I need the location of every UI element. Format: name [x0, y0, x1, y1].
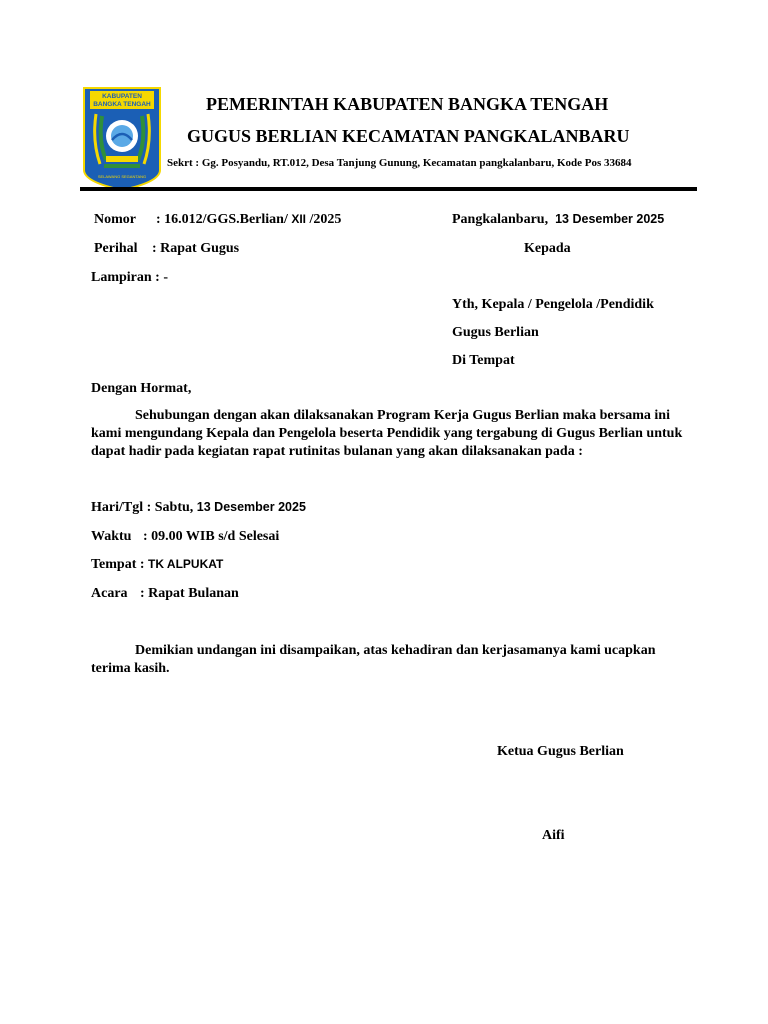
perihal-label: Perihal: [94, 241, 138, 256]
nomor-value: [156, 212, 341, 228]
signature-title: Ketua Gugus Berlian: [497, 744, 624, 759]
letterhead-address: Sekrt : Gg. Posyandu, RT.012, Desa Tanjung Gunung, Kecamatan pangkalanbaru, Kode Pos 33684: [167, 157, 632, 169]
event-time-value: : 09.00 WIB s/d Selesai: [143, 529, 280, 544]
nomor-value-month: XII: [291, 212, 307, 226]
emblem-text-regency: BANGKA TENGAH: [93, 101, 151, 108]
nomor-value-prefix: : 16.012/GGS.Berlian/: [156, 212, 292, 227]
signature-name: Aifi: [542, 828, 565, 843]
recipient-line-1: Yth, Kepala / Pengelola /Pendidik: [452, 297, 654, 312]
event-place-value: TK ALPUKAT: [148, 557, 224, 571]
letterhead-subtitle: GUGUS BERLIAN KECAMATAN PANGKALANBARU: [187, 126, 630, 146]
perihal-value: : Rapat Gugus: [152, 241, 240, 256]
letterhead-divider: [80, 187, 697, 191]
event-agenda-label: Acara: [91, 586, 128, 601]
emblem-text-kabupaten: KABUPATEN: [102, 93, 142, 100]
emblem-text-motto: SELAWANG SEGANTANG: [97, 174, 147, 179]
letter-date: 13 Desember 2025: [555, 212, 665, 226]
nomor-value-year: /2025: [306, 212, 342, 227]
regency-emblem: [82, 86, 162, 192]
event-date-label: Hari/Tgl : Sabtu,: [91, 500, 194, 515]
event-place: [91, 557, 223, 573]
recipient-line-3: Di Tempat: [452, 353, 515, 368]
body-paragraph-line-2: kami mengundang Kepala dan Pengelola beserta Pendidik yang tergabung di Gugus Berlian untuk: [91, 426, 683, 441]
nomor-label: Nomor: [94, 212, 136, 227]
letter-place: Pangkalanbaru,: [452, 212, 549, 227]
event-time-label: Waktu: [91, 529, 132, 544]
letter-place-date: [452, 212, 664, 228]
kepada-label: Kepada: [524, 241, 571, 256]
event-date-value: 13 Desember 2025: [196, 500, 306, 514]
event-date: [91, 500, 306, 516]
letterhead-title: PEMERINTAH KABUPATEN BANGKA TENGAH: [206, 94, 609, 114]
emblem-graphic: [82, 86, 162, 192]
body-paragraph-line-1: Sehubungan dengan akan dilaksanakan Program Kerja Gugus Berlian maka bersama ini: [135, 408, 670, 423]
closing-line-1: Demikian undangan ini disampaikan, atas kehadiran dan kerjasamanya kami ucapkan: [135, 643, 656, 658]
recipient-line-2: Gugus Berlian: [452, 325, 539, 340]
closing-line-2: terima kasih.: [91, 661, 170, 676]
lampiran: Lampiran : -: [91, 270, 168, 285]
event-place-label: Tempat :: [91, 557, 145, 572]
body-paragraph-line-3: dapat hadir pada kegiatan rapat rutinitas bulanan yang akan dilaksanakan pada :: [91, 444, 583, 459]
event-agenda-value: : Rapat Bulanan: [140, 586, 239, 601]
greeting: Dengan Hormat,: [91, 381, 192, 396]
